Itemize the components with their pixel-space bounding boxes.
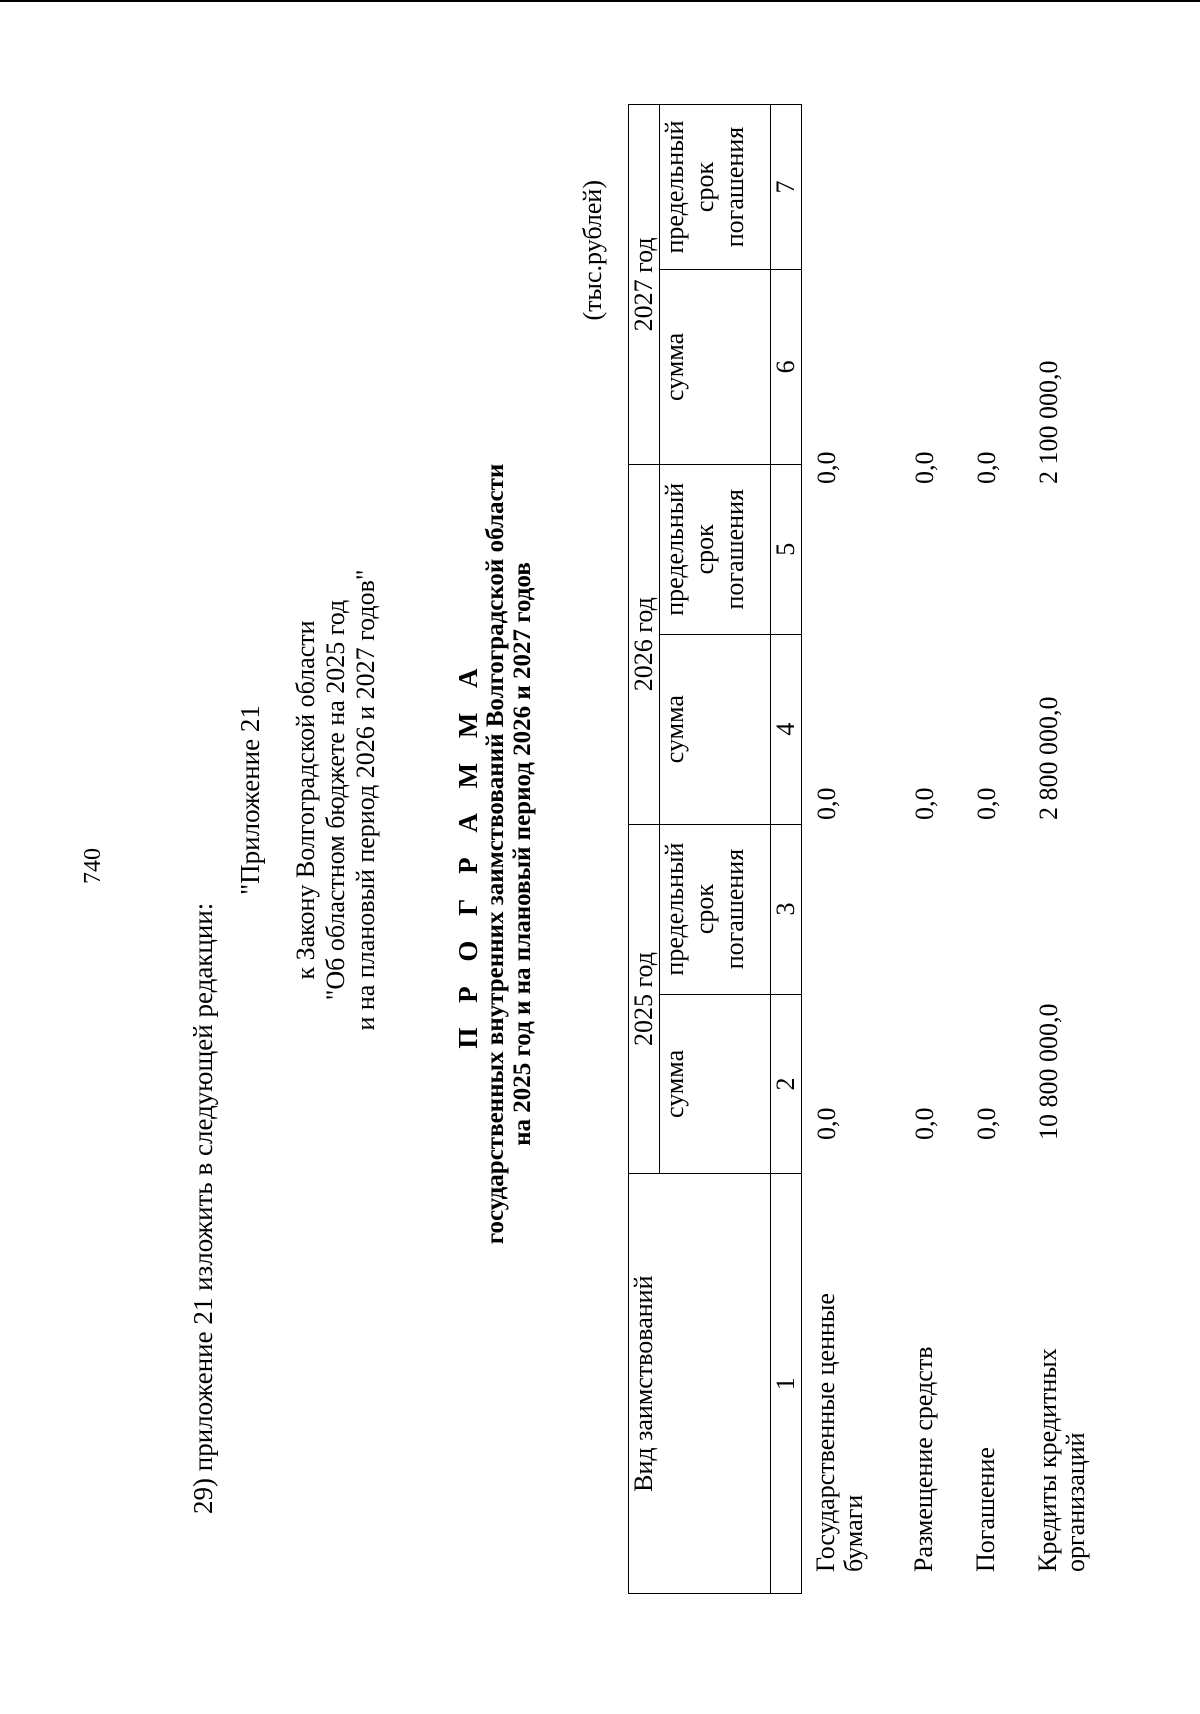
row-sum-2025: 10 800 000,0 <box>1034 1003 1063 1140</box>
row-label: Погашение <box>971 1447 1000 1572</box>
program-title: П Р О Г Р А М М А <box>453 659 483 1049</box>
col-number-2: 2 <box>771 994 802 1174</box>
row-sum-2026: 0,0 <box>812 787 841 820</box>
row-sum-2025: 0,0 <box>972 1107 1001 1140</box>
row-sum-2026: 0,0 <box>910 787 939 820</box>
row-sum-2026: 0,0 <box>972 787 1001 820</box>
row-label: Кредиты кредитных организаций <box>1033 1348 1090 1572</box>
header-sum-2026: сумма <box>660 634 771 824</box>
program-subtitle-1: государственных внутренних заимствований Волгоградской области <box>482 463 509 1245</box>
header-term-2027-l2: срок <box>690 161 719 213</box>
table-row <box>972 104 1034 1594</box>
col-number-1: 1 <box>771 1174 802 1594</box>
header-borrowing-type: Вид заимствований <box>629 1174 771 1594</box>
appendix-title: "Приложение 21 <box>235 705 265 895</box>
appendix-line-3: и на плановый период 2026 и 2027 годов" <box>351 569 380 1031</box>
column-number-row <box>771 105 802 1594</box>
table-row <box>910 104 972 1594</box>
row-sum-2025: 0,0 <box>910 1107 939 1140</box>
appendix-header <box>235 490 381 1110</box>
row-label: Размещение средств <box>909 1346 938 1572</box>
table-row <box>1034 104 1132 1594</box>
col-number-4: 4 <box>771 634 802 824</box>
row-sum-2027: 2 100 000,0 <box>1034 360 1063 484</box>
header-term-2026-l2: срок <box>690 524 719 575</box>
header-term-2025-l2: срок <box>690 883 719 935</box>
header-year-2025: 2025 год <box>629 824 660 1174</box>
program-subtitle-2: на 2025 год и на плановый период 2026 и 2027 годов <box>509 562 536 1146</box>
header-term-2027-l1: предельный <box>660 120 689 254</box>
units-label: (тыс.рублей) <box>578 180 607 321</box>
appendix-line-1: к Закону Волгоградской области <box>291 620 320 980</box>
header-term-2025-l1: предельный <box>660 842 689 976</box>
header-sum-2025: сумма <box>660 994 771 1174</box>
col-number-6: 6 <box>771 270 802 465</box>
header-year-2027: 2027 год <box>629 105 660 465</box>
col-number-3: 3 <box>771 824 802 994</box>
header-term-2027-l3: погашения <box>720 126 749 248</box>
intro-text: 29) приложение 21 изложить в следующей редакции: <box>188 902 218 1514</box>
row-sum-2027: 0,0 <box>910 451 939 484</box>
table-row <box>812 104 910 1594</box>
header-year-2026: 2026 год <box>629 464 660 824</box>
header-term-2026 <box>660 464 771 634</box>
borrowings-table <box>628 104 802 1594</box>
row-sum-2026: 2 800 000,0 <box>1034 696 1063 820</box>
col-number-7: 7 <box>771 105 802 270</box>
table-body <box>812 104 1132 1594</box>
program-heading <box>455 354 536 1354</box>
col-number-5: 5 <box>771 464 802 634</box>
row-label: Государственные ценные бумаги <box>811 1293 868 1572</box>
page-number: 740 <box>80 848 106 884</box>
header-sum-2027: сумма <box>660 270 771 465</box>
header-term-2026-l3: погашения <box>720 489 749 610</box>
row-sum-2027: 0,0 <box>812 451 841 484</box>
row-sum-2025: 0,0 <box>812 1107 841 1140</box>
header-term-2025-l3: погашения <box>720 848 749 970</box>
header-term-2025 <box>660 824 771 994</box>
header-term-2026-l1: предельный <box>660 482 689 616</box>
row-sum-2027: 0,0 <box>972 451 1001 484</box>
appendix-line-2: "Об областном бюджете на 2025 год <box>321 599 350 1001</box>
header-term-2027 <box>660 105 771 270</box>
